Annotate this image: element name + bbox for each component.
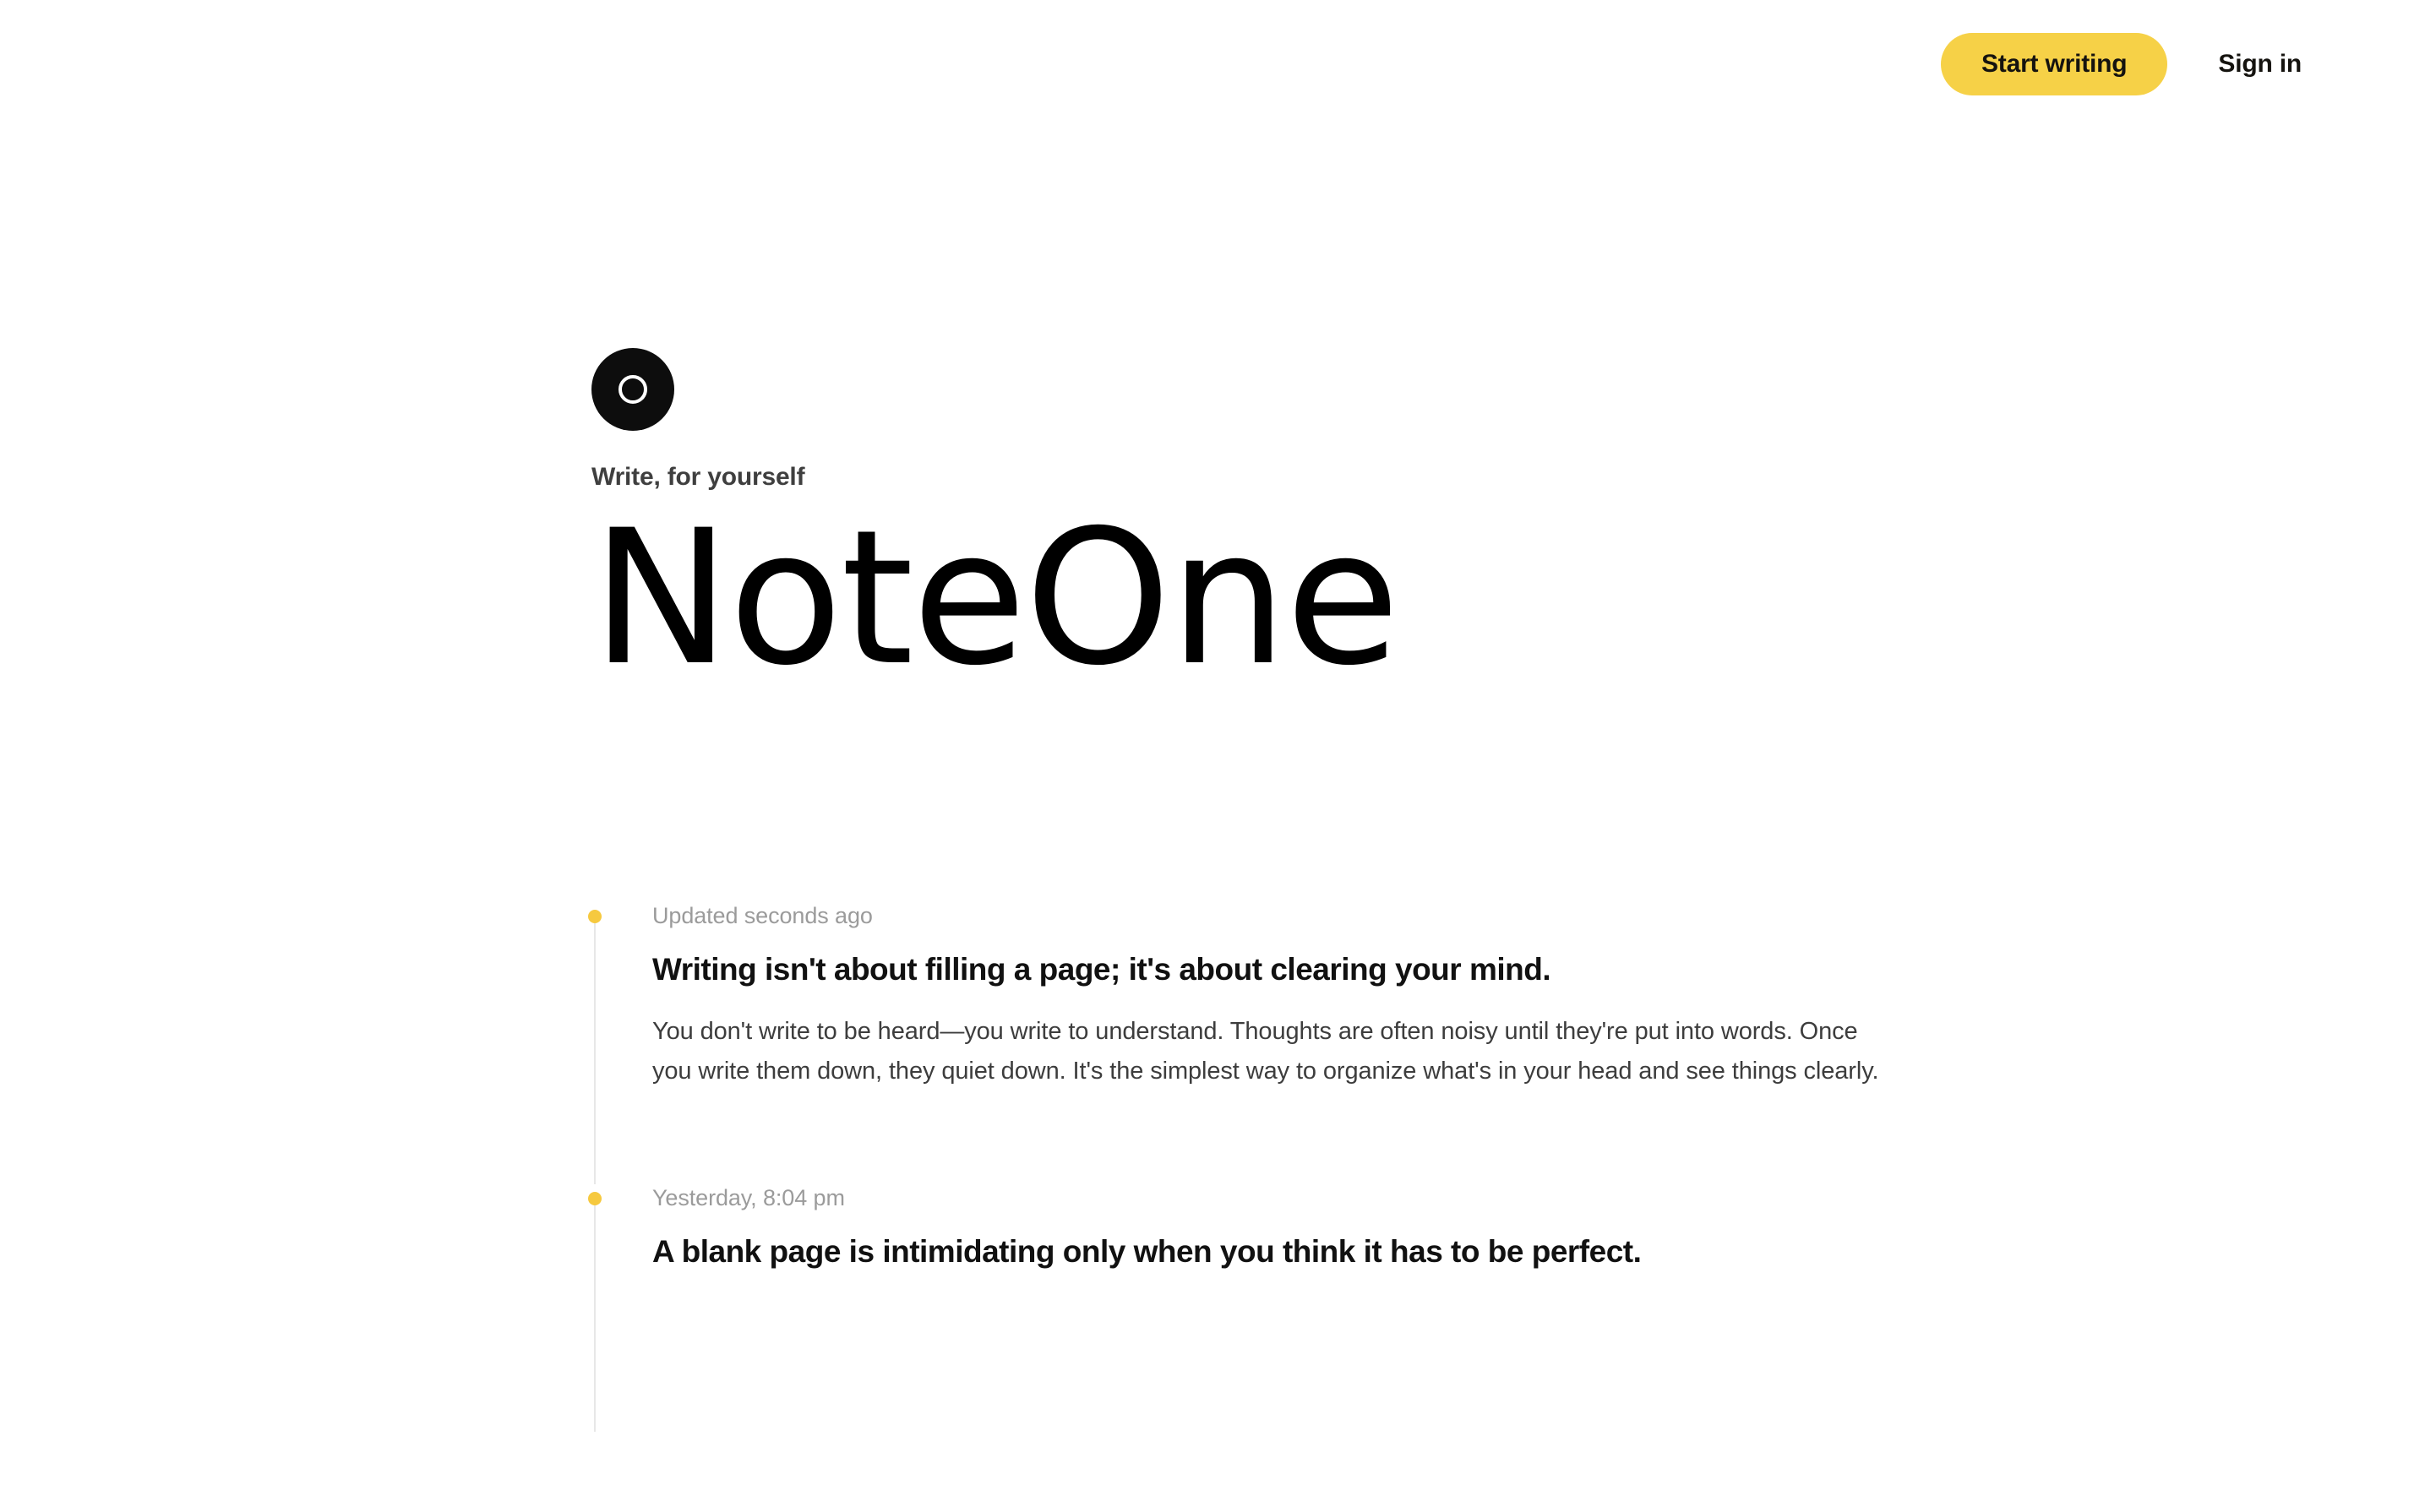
note-body: You don't write to be heard—you write to understand. Thoughts are often noisy until they're put into words. Once you write them down, they quiet down. It's the simplest way to organize what's in your head and see things clearly.: [652, 1017, 1879, 1085]
timeline-dot-icon: [588, 1192, 602, 1205]
list-item[interactable]: [591, 902, 1910, 1184]
start-writing-button[interactable]: Start writing: [1941, 33, 2167, 95]
timeline-rail: [594, 1199, 596, 1433]
circle-ring-icon: [591, 348, 674, 431]
timeline-dot-icon: [588, 910, 602, 923]
logo-inner-ring: [619, 375, 647, 404]
hero-section: [591, 348, 1859, 706]
list-item[interactable]: [591, 1184, 1910, 1365]
note-title: Writing isn't about filling a page; it's about clearing your mind.: [652, 952, 1551, 987]
timeline-rail: [594, 917, 596, 1184]
note-timestamp: Updated seconds ago: [652, 903, 873, 928]
note-title: A blank page is intimidating only when you think it has to be perfect.: [652, 1234, 1642, 1270]
note-timestamp: Yesterday, 8:04 pm: [652, 1184, 845, 1210]
top-navigation: [0, 0, 2425, 128]
sign-in-button[interactable]: Sign in: [2196, 33, 2324, 95]
notes-timeline: [591, 902, 1910, 1364]
page-title: NoteOne: [591, 490, 1398, 706]
hero-tagline: Write, for yourself: [591, 463, 805, 491]
